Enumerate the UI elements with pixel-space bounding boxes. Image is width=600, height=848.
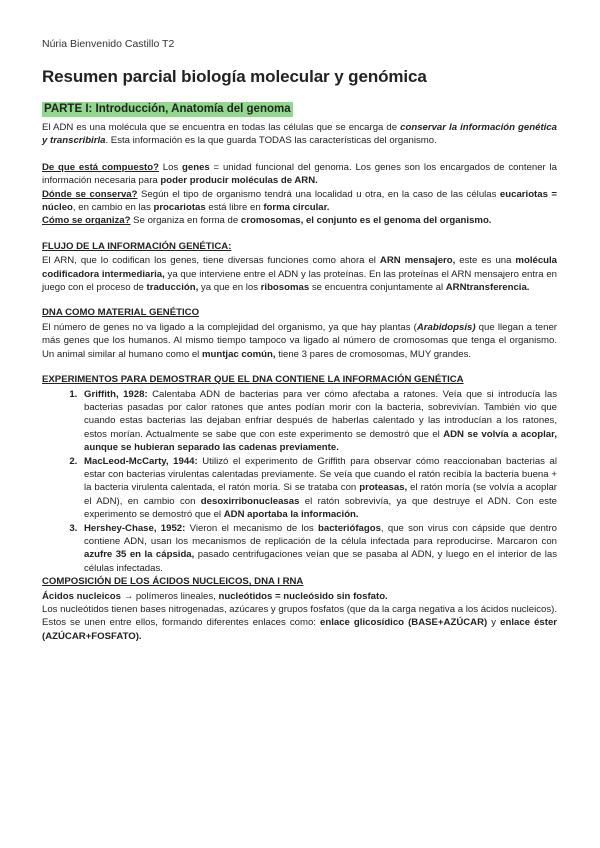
- list-item-hershey: 3. Hershey-Chase, 1952: Vieron el mecanismo de los bacteriófagos, que son virus con cápside que dentro contiene ADN, usan los mecanismos de replicación de la célula infectada para reproducirse. Marcaron con azufre 35 en la cápsida, pasado centrifugaciones veían que se pasaba al ADN, y luego en el interior de las células infectadas.: [80, 522, 557, 576]
- composition-line: Ácidos nucleicos → polímeros lineales, nucleótidos = nucleósido sin fosfato.: [42, 590, 388, 602]
- document-body: [42, 102, 557, 643]
- author-header: Núria Bienvenido Castillo T2: [42, 38, 175, 50]
- flujo-paragraph: El ARN, que lo codifican los genes, tiene diversas funciones como ahora el ARN mensajero, este es una molécula codificadora intermediaria, ya que interviene entre el ADN y las proteínas. En las proteínas el ARN mensajero entra en juego con el proceso de traducción, ya que en los ribosomas se encuentra conjuntamente al ARNtransferencia.: [42, 255, 558, 294]
- list-item-macleod: 2. MacLeod-McCarty, 1944: Utilizó el experimento de Griffith para observar cómo reaccionaban bacterias al estar con bacterias virulentas calentadas previamente. Se veía que cuando el ratón recibía la bacteria buena + la bacteria virulenta calentada, el ratón moría. Si se trataba con proteasas, el ratón moría (se volvía a acoplar el ADN), en cambio con desoxirribonucleasas el ratón sobrevivía, ya que destruye el ADN. Con este experimento se demostró que el ADN aportaba la información.: [80, 455, 557, 522]
- experiments-list: [42, 388, 557, 576]
- dna-material-paragraph: El número de genes no va ligado a la complejidad del organismo, ya que hay plantas (Arabidopsis) que llegan a tener más genes que los humanos. Al mismo tiempo tampoco va ligado al número de cromosomas que tenga el organismo. Un animal similar al humano como el muntjac común, tiene 3 pares de cromosomas, MUY grandes.: [42, 321, 557, 360]
- section-heading-flujo: FLUJO DE LA INFORMACIÓN GENÉTICA:: [42, 240, 232, 252]
- intro-paragraph: El ADN es una molécula que se encuentra en todas las células que se encarga de conservar la información genética y transcribirla. Esta información es la que guarda TODAS las características del organismo.: [42, 122, 557, 147]
- organization-question: Cómo se organiza? Se organiza en forma de cromosomas, el conjunto es el genoma del organismo.: [42, 215, 492, 227]
- document-title: Resumen parcial biología molecular y genómica: [42, 67, 427, 86]
- section-heading-composicion: COMPOSICIÓN DE LOS ÁCIDOS NUCLEICOS, DNA I RNA: [42, 576, 304, 588]
- list-item-griffith: 1. Griffith, 1928: Calentaba ADN de bacterias para ver cómo afectaba a ratones. Veía que si introducía las bacterias pasadas por calor ratones que antes podían morir con la bacteria, sobrevivían. También vio que cuando estas bacterias las dejaban enfriar después de haberlas calentado y las introducían a los ratones, estos morían. Actualmente se sabe que con este experimento se demostró que el ADN se volvía a acoplar, aunque se hubieran separado las cadenas previamente.: [80, 388, 557, 455]
- composition-question: De que está compuesto? Los genes = unidad funcional del genoma. Los genes son los encargados de contener la información necesaria para poder producir moléculas de ARN.: [42, 161, 557, 187]
- composition-paragraph: Los nucleótidos tienen bases nitrogenadas, azúcares y grupos fosfatos (que da la carga negativa a los ácidos nucleicos). Estos se unen entre ellos, formando diferentes enlaces como: enlace glicosídico (BASE+AZÚCAR) y enlace éster (AZÚCAR+FOSFATO).: [42, 604, 558, 642]
- section-heading-dna-material: DNA COMO MATERIAL GENÉTICO: [42, 307, 200, 319]
- section-heading-experimentos: EXPERIMENTOS PARA DEMOSTRAR QUE EL DNA CONTIENE LA INFORMACIÓN GENÉTICA: [42, 374, 464, 386]
- part-heading: PARTE I: Introducción, Anatomía del genoma: [44, 103, 291, 115]
- location-question: Dónde se conserva? Según el tipo de organismo tendrá una localidad u otra, en la caso de las células eucariotas = núcleo, en cambio en las procariotas está libre en forma circular.: [42, 188, 558, 214]
